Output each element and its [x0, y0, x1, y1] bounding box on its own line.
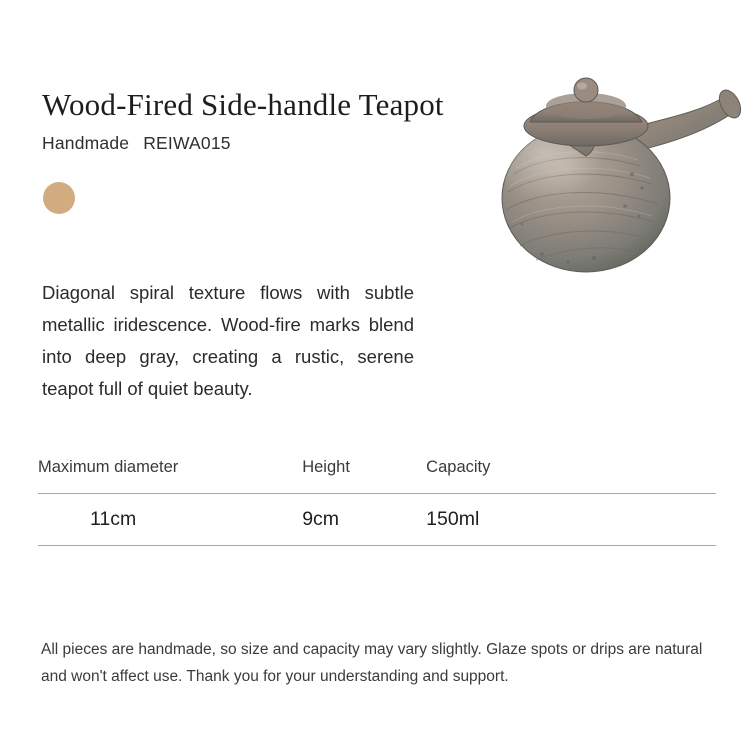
table-row: [38, 494, 716, 546]
spec-header-max-diameter: Maximum diameter: [38, 458, 280, 494]
spec-header-height: Height: [280, 458, 424, 494]
table-header-row: [38, 458, 716, 494]
meta-product-code: REIWA015: [143, 133, 231, 153]
spec-value-height: 9cm: [280, 494, 424, 546]
footnote-text: All pieces are handmade, so size and capacity may vary slightly. Glaze spots or drips are natural and won't affect use. Thank you for your understanding and support.: [41, 640, 703, 685]
color-swatch[interactable]: [43, 182, 75, 214]
meta-handmade-label: Handmade: [42, 133, 130, 153]
product-meta: [42, 133, 231, 154]
spec-table: [38, 458, 716, 546]
product-description: Diagonal spiral texture flows with subtle metallic iridescence. Wood-fire marks blend into deep gray, creating a rustic, serene teapot full of quiet beauty.: [42, 281, 414, 399]
page-title: Wood-Fired Side-handle Teapot: [42, 86, 444, 122]
product-image: [482, 56, 742, 288]
spec-header-capacity: Capacity: [424, 458, 716, 494]
spec-value-max-diameter: 11cm: [38, 494, 280, 546]
spec-value-capacity: 150ml: [424, 494, 716, 546]
